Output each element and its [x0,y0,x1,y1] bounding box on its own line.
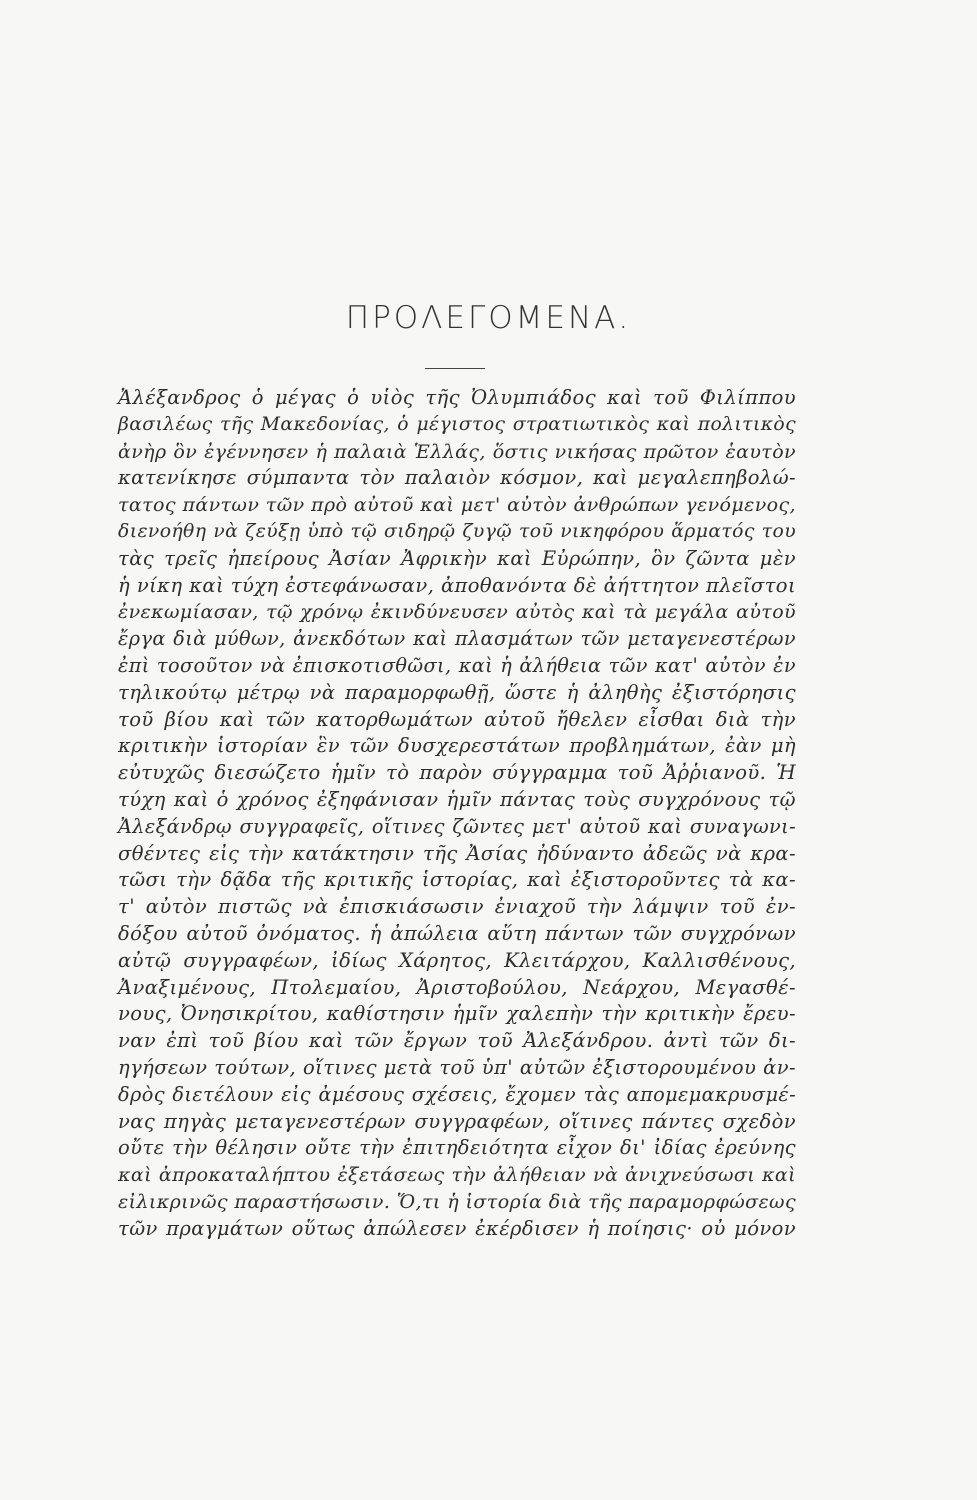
text-line: Ἀλεξάνδρῳ συγγραφεῖς, οἵτινες ζῶντες μετ' αὐτοῦ καὶ συναγωνι- [118,814,796,838]
text-line: δόξου αὐτοῦ ὀνόματος. ἡ ἀπώλεια αὕτη πάντων τῶν συγχρόνων [118,921,796,945]
text-line: διενοήθη νὰ ζεύξῃ ὑπὸ τῷ σιδηρῷ ζυγῷ τοῦ νικηφόρου ἅρματός του [118,520,796,542]
text-line: τῶν πραγμάτων οὕτως ἀπώλεσεν ἐκέρδισεν ἡ ποίησις· οὐ μόνον [118,1216,796,1240]
text-line: τῶσι τὴν δᾷδα τῆς κριτικῆς ἱστορίας, καὶ ἐξιστοροῦντες τὰ κα- [118,868,796,892]
text-line: τ' αὐτὸν πιστῶς νὰ ἐπισκιάσωσιν ἐνιαχοῦ τὴν λάμψιν τοῦ ἐν- [118,895,796,919]
text-line: δρὸς διετέλουν εἰς ἀμέσους σχέσεις, ἔχομεν τὰς απομεμακρυσμέ- [118,1082,796,1106]
text-line: κριτικὴν ἱστορίαν ἓν τῶν δυσχερεστάτων προβλημάτων, ἐὰν μὴ [118,734,796,758]
text-line: ηγήσεων τούτων, οἵτινες μετὰ τοῦ ὑπ' αὐτῶν ἐξιστορουμένου ἀν- [118,1055,796,1079]
text-line: Ἀλέξανδρος ὁ μέγας ὁ υἱὸς τῆς Ὀλυμπιάδος καὶ τοῦ Φιλίππου [118,386,796,409]
text-line: νους, Ὀνησικρίτου, καθίστησιν ἡμῖν χαλεπὴν τὴν κριτικὴν ἔρευ- [118,1002,796,1026]
text-line: αὐτῷ συγγραφέων, ἰδίως Χάρητος, Κλειτάρχου, Καλλισθένους, [118,948,796,972]
text-line: ναν ἐπὶ τοῦ βίου καὶ τῶν ἔργων τοῦ Ἀλεξάνδρου. ἀντὶ τῶν δι- [118,1029,796,1053]
text-line: ἡ νίκη καὶ τύχη ἐστεφάνωσαν, ἀποθανόντα δὲ ἀήττητον πλεῖστοι [118,573,796,597]
text-line: σθέντες εἰς τὴν κατάκτησιν τῆς Ἀσίας ἠδύναντο ἀδεῶς νὰ κρα- [118,841,796,865]
text-line: εἰλικρινῶς παραστήσωσιν. Ὅ,τι ἡ ἱστορία διὰ τῆς παραμορφώσεως [118,1190,796,1213]
title-rule [425,368,485,369]
text-line: ἔργα διὰ μύθων, ἀνεκδότων καὶ πλασμάτων τῶν μεταγενεστέρων [118,627,796,651]
text-line: τὰς τρεῖς ἠπείρους Ἀσίαν Ἀφρικὴν καὶ Εὐρώπην, ὃν ζῶντα μὲν [118,546,796,570]
text-line: τηλικούτῳ μέτρῳ νὰ παραμορφωθῇ, ὥστε ἡ ἀληθὴς ἐξιστόρησις [118,680,796,704]
text-line: ἀνὴρ ὃν ἐγέννησεν ἡ παλαιὰ Ἑλλάς, ὅστις νικήσας πρῶτον ἑαυτὸν [118,440,796,463]
text-line: βασιλέως τῆς Μακεδονίας, ὁ μέγιστος στρατιωτικὸς καὶ πολιτικὸς [118,413,796,435]
text-line: οὔτε τὴν θέλησιν οὔτε τὴν ἐπιτηδειότητα εἶχον δι' ἰδίας ἐρεύνης [118,1136,796,1160]
text-line: τύχη καὶ ὁ χρόνος ἐξηφάνισαν ἡμῖν πάντας τοὺς συγχρόνους τῷ [118,787,796,811]
body-text [118,385,796,1243]
text-line: ἐπὶ τοσοῦτον νὰ ἐπισκοτισθῶσι, καὶ ἡ ἀλήθεια τῶν κατ' αὐτὸν ἐν [118,653,796,677]
page-title: ΠΡΟΛΕΓΟΜΕΝΑ. [345,300,632,336]
text-line: τοῦ βίου καὶ τῶν κατορθωμάτων αὐτοῦ ἤθελεν εἶσθαι διὰ τὴν [118,707,796,731]
text-line: τατος πάντων τῶν πρὸ αὐτοῦ καὶ μετ' αὐτὸν ἀνθρώπων γενόμενος, [118,494,796,517]
text-line: καὶ ἀπροκαταλήπτου ἐξετάσεως τὴν ἀλήθειαν νὰ ἀνιχνεύσωσι καὶ [118,1164,796,1187]
text-line: Ἀναξιμένους, Πτολεμαίου, Ἀριστοβούλου, Νεάρχου, Μεγασθέ- [118,975,796,999]
text-line: ἐνεκωμίασαν, τῷ χρόνῳ ἐκινδύνευσεν αὐτὸς καὶ τὰ μεγάλα αὐτοῦ [118,601,796,624]
text-line: εὐτυχῶς διεσώζετο ἡμῖν τὸ παρὸν σύγγραμμα τοῦ Ἀῤῥιανοῦ. Ἡ [118,761,796,785]
text-line: κατενίκησε σύμπαντα τὸν παλαιὸν κόσμον, καὶ μεγαλεπηβολώ- [118,466,796,490]
text-line: νας πηγὰς μεταγενεστέρων συγγραφέων, οἵτινες πάντες σχεδὸν [118,1109,796,1133]
